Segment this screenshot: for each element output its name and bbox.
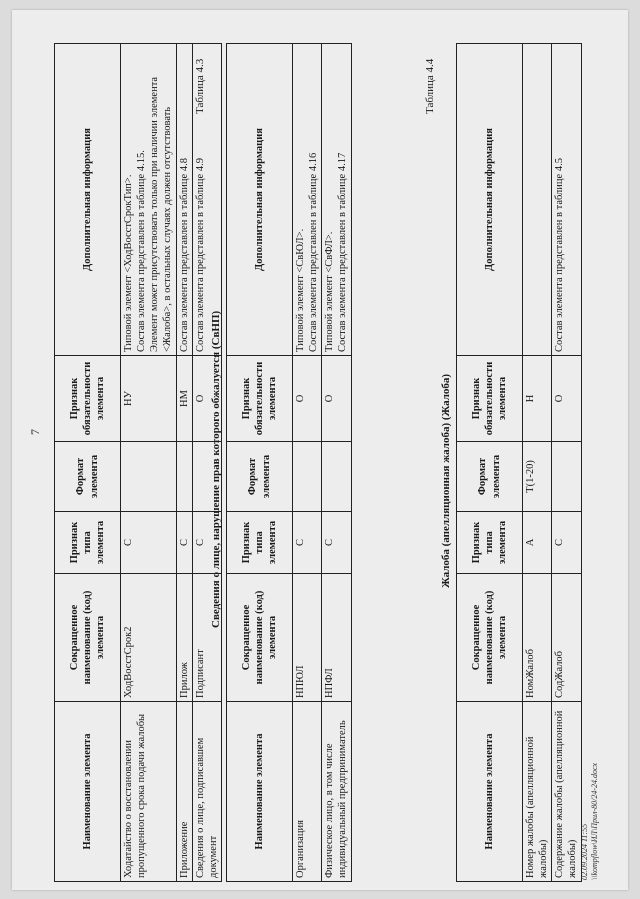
table-4-3-title: Сведения о лице, нарушение прав которого обжалуется (СвНП) [210,310,222,628]
column-header: Дополнительная информация [457,44,523,356]
element-type-cell: С [121,512,177,574]
element-name-cell: Номер жалобы (апелляционной жалобы) [523,702,552,882]
table-row [523,44,552,882]
info-line: Состав элемента представлен в таблице 4.15. [136,150,148,352]
info-line: Типовой элемент <СвФЛ>. [324,231,336,352]
element-code-cell: Подписант [192,574,221,702]
column-header: Формат элемента [55,442,121,512]
column-header: Сокращенное наименование (код) элемента [55,574,121,702]
element-type-cell: А [523,512,552,574]
element-required-cell: НУ [121,356,177,442]
table-4-3-caption: Таблица 4.3 [194,58,206,114]
element-info-cell [322,44,351,356]
table-row [176,44,192,882]
table-4-4 [456,43,582,882]
element-type-cell: С [552,512,581,574]
info-line: Состав элемента представлен в таблице 4.16 [308,152,320,352]
element-code-cell: НПФЛ [322,574,351,702]
column-header: Признак обязательности элемента [55,356,121,442]
column-header: Сокращенное наименование (код) элемента [227,574,293,702]
page-number: 7 [28,429,42,435]
element-info-cell [293,44,322,356]
document-page [12,10,628,890]
element-required-cell: О [552,356,581,442]
element-code-cell: Прилож [176,574,192,702]
element-format-cell [121,442,177,512]
table-4-4-caption: Таблица 4.4 [424,58,436,114]
element-name-cell: Сведения о лице, подписавшем документ [192,702,221,882]
element-required-cell: Н [523,356,552,442]
table-row [552,44,581,882]
column-header: Признак обязательности элемента [227,356,293,442]
element-code-cell: СодЖалоб [552,574,581,702]
table-4-4-title: Жалоба (апелляционная жалоба) (Жалоба) [440,373,452,588]
column-header: Признак типа элемента [457,512,523,574]
info-line: Состав элемента представлен в таблице 4.5 [554,158,566,352]
element-code-cell: НПЮЛ [293,574,322,702]
element-code-cell: НомЖалоб [523,574,552,702]
column-header: Наименование элемента [457,702,523,882]
element-info-cell [176,44,192,356]
element-info-cell [121,44,177,356]
element-name-cell: Приложение [176,702,192,882]
column-header: Признак обязательности элемента [457,356,523,442]
column-header: Наименование элемента [227,702,293,882]
element-name-cell: Ходатайство о восстановлении пропущенного срока подачи жалобы [121,702,177,882]
column-header: Формат элемента [457,442,523,512]
element-required-cell: О [293,356,322,442]
info-line: Типовой элемент <СвЮЛ>. [295,228,306,352]
column-header: Признак типа элемента [55,512,121,574]
table-4-3 [226,43,352,882]
column-header: Дополнительная информация [55,44,121,356]
element-name-cell: Организация [293,702,322,882]
element-format-cell [322,442,351,512]
column-header: Признак типа элемента [227,512,293,574]
element-required-cell: О [192,356,221,442]
footer-path: \\kompflow\ИЛ\Прил-80/24-24.docx [589,762,599,880]
table-row [322,44,351,882]
table-continuation [54,43,222,882]
info-line: Элемент может присутствовать только при наличии элемента <Жалоба>, в остальных случаях должен отсутствовать [149,76,174,352]
element-type-cell: С [192,512,221,574]
info-line: Состав элемента представлен в таблице 4.9 [194,158,206,352]
info-line: Состав элемента представлен в таблице 4.8 [178,158,190,352]
footer-timestamp: 02.09.2024 11:55 [580,823,589,880]
info-line: Типовой элемент <ХодВосстСрокТип>. [123,174,134,352]
column-header: Дополнительная информация [227,44,293,356]
element-info-cell [523,44,552,356]
element-name-cell: Физическое лицо, в том числе индивидуальный предприниматель [322,702,351,882]
rotated-content [12,10,628,890]
element-format-cell [552,442,581,512]
column-header: Сокращенное наименование (код) элемента [457,574,523,702]
element-type-cell: С [176,512,192,574]
element-name-cell: Содержание жалобы (апелляционной жалобы) [552,702,581,882]
element-type-cell: С [293,512,322,574]
info-line: Состав элемента представлен в таблице 4.17 [337,152,349,352]
element-required-cell: НМ [176,356,192,442]
column-header: Формат элемента [227,442,293,512]
table-row [121,44,177,882]
element-code-cell: ХодВосстСрок2 [121,574,177,702]
element-format-cell [176,442,192,512]
element-format-cell: T(1-20) [523,442,552,512]
column-header: Наименование элемента [55,702,121,882]
table-row [293,44,322,882]
file-footer [580,763,599,880]
element-info-cell [552,44,581,356]
element-format-cell [293,442,322,512]
element-required-cell: О [322,356,351,442]
element-type-cell: С [322,512,351,574]
